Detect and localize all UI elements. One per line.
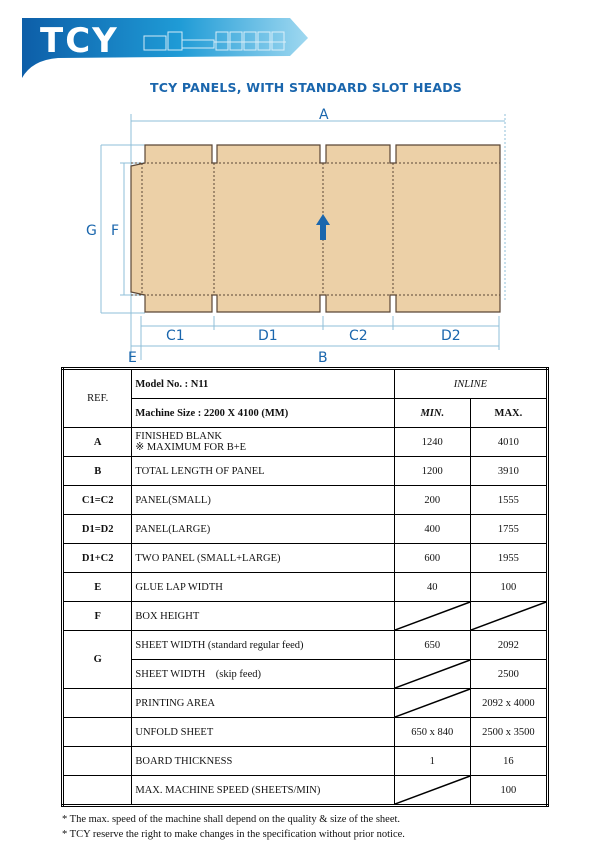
row-max: 16 bbox=[470, 747, 547, 776]
empty-cell-slash bbox=[394, 602, 470, 631]
row-ref bbox=[63, 747, 132, 776]
row-max: 2092 x 4000 bbox=[470, 689, 547, 718]
footnotes bbox=[62, 812, 405, 842]
row-ref: A bbox=[63, 428, 132, 457]
row-desc: SHEET WIDTH (standard regular feed) bbox=[132, 631, 394, 660]
row-ref bbox=[63, 689, 132, 718]
table-row bbox=[63, 457, 548, 486]
row-ref: C1=C2 bbox=[63, 486, 132, 515]
row-desc-line1: FINISHED BLANK bbox=[135, 431, 223, 442]
row-ref bbox=[63, 718, 132, 747]
logo-text: TCY bbox=[40, 21, 119, 61]
row-max: 4010 bbox=[470, 428, 547, 457]
table-row bbox=[63, 689, 548, 718]
model-label: Model No. : N11 bbox=[132, 369, 394, 399]
row-desc: BOARD THICKNESS bbox=[132, 747, 394, 776]
footnote-changes: * TCY reserve the right to make changes in the specification without prior notice. bbox=[62, 829, 405, 840]
machine-size-label: Machine Size : 2200 X 4100 (MM) bbox=[132, 399, 394, 428]
row-desc: PANEL(SMALL) bbox=[132, 486, 394, 515]
row-max: 1955 bbox=[470, 544, 547, 573]
row-max: 3910 bbox=[470, 457, 547, 486]
table-row bbox=[63, 515, 548, 544]
tcy-logo-banner bbox=[18, 16, 308, 78]
empty-cell-slash bbox=[394, 689, 470, 718]
dim-label-c1: C1 bbox=[166, 328, 185, 344]
row-desc: PRINTING AREA bbox=[132, 689, 394, 718]
dim-label-f: F bbox=[111, 223, 120, 239]
row-min: 1 bbox=[394, 747, 470, 776]
min-header: MIN. bbox=[394, 399, 470, 428]
row-desc: TWO PANEL (SMALL+LARGE) bbox=[132, 544, 394, 573]
row-ref: D1+C2 bbox=[63, 544, 132, 573]
table-row bbox=[63, 544, 548, 573]
table-row bbox=[63, 428, 548, 457]
dim-label-d2: D2 bbox=[441, 328, 461, 344]
spec-table bbox=[61, 367, 549, 807]
row-ref: B bbox=[63, 457, 132, 486]
dim-label-b: B bbox=[318, 350, 328, 366]
dim-label-d1: D1 bbox=[258, 328, 278, 344]
box-blank-diagram bbox=[0, 100, 612, 370]
table-row bbox=[63, 776, 548, 806]
row-max: 1755 bbox=[470, 515, 547, 544]
table-row bbox=[63, 718, 548, 747]
table-row bbox=[63, 486, 548, 515]
dim-label-e: E bbox=[128, 350, 137, 366]
row-ref bbox=[63, 776, 132, 806]
dim-label-a: A bbox=[319, 107, 329, 123]
row-min: 600 bbox=[394, 544, 470, 573]
row-max: 2092 bbox=[470, 631, 547, 660]
dim-label-c2: C2 bbox=[349, 328, 368, 344]
row-min: 1240 bbox=[394, 428, 470, 457]
row-ref: F bbox=[63, 602, 132, 631]
empty-cell-slash bbox=[394, 776, 470, 806]
row-desc bbox=[132, 428, 394, 457]
max-header: MAX. bbox=[470, 399, 547, 428]
row-desc: PANEL(LARGE) bbox=[132, 515, 394, 544]
row-desc-line2: ※ MAXIMUM FOR B+E bbox=[135, 442, 247, 453]
row-desc: GLUE LAP WIDTH bbox=[132, 573, 394, 602]
row-min: 1200 bbox=[394, 457, 470, 486]
row-min: 40 bbox=[394, 573, 470, 602]
table-row bbox=[63, 602, 548, 631]
row-min: 650 x 840 bbox=[394, 718, 470, 747]
row-ref: E bbox=[63, 573, 132, 602]
row-max: 1555 bbox=[470, 486, 547, 515]
row-ref: D1=D2 bbox=[63, 515, 132, 544]
dim-label-g: G bbox=[86, 223, 97, 239]
row-max: 2500 x 3500 bbox=[470, 718, 547, 747]
board-outline bbox=[131, 145, 500, 312]
row-ref: G bbox=[63, 631, 132, 689]
row-desc: UNFOLD SHEET bbox=[132, 718, 394, 747]
row-desc: BOX HEIGHT bbox=[132, 602, 394, 631]
ref-header: REF. bbox=[63, 369, 132, 428]
row-min: 400 bbox=[394, 515, 470, 544]
page-title: TCY PANELS, WITH STANDARD SLOT HEADS bbox=[149, 80, 462, 95]
row-desc: SHEET WIDTH (skip feed) bbox=[132, 660, 394, 689]
footnote-speed: * The max. speed of the machine shall depend on the quality & size of the sheet. bbox=[62, 814, 401, 825]
empty-cell-slash bbox=[470, 602, 547, 631]
empty-cell-slash bbox=[394, 660, 470, 689]
table-row bbox=[63, 660, 548, 689]
row-min: 650 bbox=[394, 631, 470, 660]
row-desc: TOTAL LENGTH OF PANEL bbox=[132, 457, 394, 486]
table-row bbox=[63, 747, 548, 776]
row-max: 2500 bbox=[470, 660, 547, 689]
inline-header: INLINE bbox=[394, 369, 547, 399]
row-max: 100 bbox=[470, 776, 547, 806]
row-desc: MAX. MACHINE SPEED (SHEETS/MIN) bbox=[132, 776, 394, 806]
table-row bbox=[63, 631, 548, 660]
row-min: 200 bbox=[394, 486, 470, 515]
row-max: 100 bbox=[470, 573, 547, 602]
table-row bbox=[63, 573, 548, 602]
